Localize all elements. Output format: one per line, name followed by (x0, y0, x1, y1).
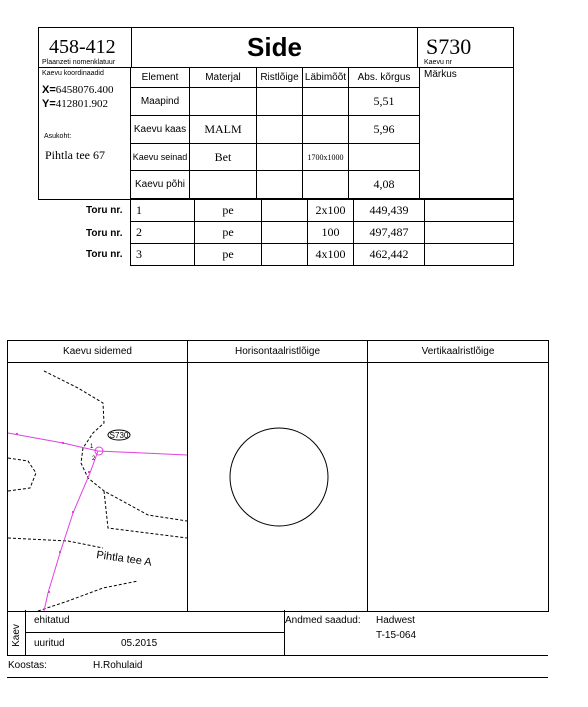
col-material: Materjal (190, 68, 257, 88)
y-label: Y= (42, 98, 56, 110)
col-abs-height: Abs. kõrgus (349, 68, 420, 88)
element-cross (257, 88, 303, 116)
footer (7, 610, 548, 678)
pipe-marker (16, 433, 18, 435)
element-material: MALM (190, 116, 257, 144)
footer-divider (7, 655, 548, 656)
nomenclature-code: 458-412 (49, 36, 116, 58)
elements-header-row (131, 68, 514, 88)
pipe-remarks (425, 244, 514, 266)
boundary-line (38, 581, 138, 611)
pipe-material: pe (195, 244, 262, 266)
y-coordinate (42, 98, 108, 110)
pipe-height: 449,439 (354, 200, 425, 222)
pipes-table (130, 199, 514, 266)
element-diameter: 1700x1000 (303, 144, 349, 171)
built-label: ehitatud (34, 615, 70, 626)
element-material (190, 88, 257, 116)
col-diameter: Läbimõõt (303, 68, 349, 88)
coordinates-caption: Kaevu koordinaadid (42, 70, 104, 77)
col-remarks: Märkus (420, 68, 514, 199)
elements-table (130, 67, 514, 199)
pipe-row (131, 244, 514, 266)
horizontal-section-drawing (188, 363, 367, 611)
page-title: Side (247, 32, 302, 62)
pipe-row (131, 200, 514, 222)
element-name: Kaevu kaas (131, 116, 190, 144)
element-height: 5,96 (349, 116, 420, 144)
panel-title-horizontal: Horisontaalristlõige (234, 346, 321, 357)
x-label: X= (42, 84, 56, 96)
kaev-cell (7, 610, 26, 655)
pipe-number: 2 (131, 222, 195, 244)
pipe-number: 1 (131, 200, 195, 222)
element-name: Kaevu seinad (131, 144, 190, 171)
boundary-line (44, 371, 187, 521)
panel-title-vertical: Vertikaalristlõige (421, 346, 495, 357)
element-cross (257, 171, 303, 199)
location-caption: Asukoht: (44, 133, 72, 140)
pipe-label: Toru nr. (86, 205, 123, 216)
panel-title-connections: Kaevu sidemed (63, 346, 132, 357)
well-number-cell (418, 28, 514, 68)
element-cross (257, 144, 303, 171)
map-well-label: S730 (109, 431, 129, 440)
data-source-label: Andmed saadud: (285, 615, 361, 626)
element-height: 5,51 (349, 88, 420, 116)
author-label: Koostas: (8, 660, 47, 671)
col-cross-section: Ristlõige (257, 68, 303, 88)
coordinates-box (38, 67, 131, 200)
x-coordinate (42, 84, 114, 96)
pipe-height: 462,442 (354, 244, 425, 266)
pipe-diameter: 4x100 (308, 244, 354, 266)
x-value: 6458076.400 (55, 84, 114, 96)
pipe-markers (16, 433, 90, 593)
title-cell (132, 28, 418, 68)
pipe-height: 497,487 (354, 222, 425, 244)
pipe-marker (62, 442, 64, 444)
status-divider (26, 632, 284, 633)
data-source-value: Hadwest (376, 615, 415, 626)
pipe-marker (59, 551, 61, 553)
panel-divider (367, 341, 368, 611)
pipe-marker (88, 471, 90, 473)
property-boundaries (8, 371, 187, 611)
kaev-label: Kaev (10, 624, 22, 647)
pipe-marker (72, 511, 74, 513)
location-value: Pihtla tee 67 (45, 148, 105, 162)
pipe-cross (262, 244, 308, 266)
status-cell (25, 610, 285, 655)
pipe-diameter: 2x100 (308, 200, 354, 222)
pipe-remarks (425, 200, 514, 222)
map-pipe-label-2: 2 (92, 456, 96, 462)
pipe-lines (8, 433, 187, 611)
pipe-number: 3 (131, 244, 195, 266)
pipe-marker (48, 591, 50, 593)
element-cross (257, 116, 303, 144)
pipe-material: pe (195, 222, 262, 244)
element-material: Bet (190, 144, 257, 171)
element-diameter (303, 116, 349, 144)
col-element: Element (131, 68, 190, 88)
y-value: 412801.902 (55, 98, 109, 110)
element-diameter (303, 171, 349, 199)
surveyed-date: 05.2015 (121, 638, 158, 649)
connections-map (8, 363, 187, 611)
pipe-cross (262, 222, 308, 244)
surveyed-label: uuritud (34, 638, 65, 649)
pipe-remarks (425, 222, 514, 244)
map-street-label: Pihtla tee A (95, 549, 153, 569)
element-diameter (303, 88, 349, 116)
map-pipe-label-1: 1 (90, 444, 94, 450)
element-material (190, 171, 257, 199)
footer-bottom-line (7, 677, 548, 678)
element-name: Kaevu põhi (131, 171, 190, 199)
pipe-label: Toru nr. (86, 228, 123, 239)
element-height: 4,08 (349, 171, 420, 199)
element-name: Maapind (131, 88, 190, 116)
drawing-panels (7, 340, 549, 612)
well-number: S730 (426, 34, 472, 59)
pipe-label: Toru nr. (86, 249, 123, 260)
well-header-table (38, 27, 514, 68)
pipe-diameter: 100 (308, 222, 354, 244)
element-height (349, 144, 420, 171)
pipe-line (44, 451, 98, 611)
pipe-row (131, 222, 514, 244)
well-number-caption: Kaevu nr (424, 59, 453, 66)
well-circle (230, 428, 328, 526)
boundary-line (8, 458, 36, 491)
boundary-line (8, 538, 103, 548)
author-value: H.Rohulaid (93, 660, 143, 671)
pipe-material: pe (195, 200, 262, 222)
data-source-code: T-15-064 (376, 630, 417, 641)
nomenclature-cell (39, 28, 132, 68)
nomenclature-caption: Plaanzeti nomenklatuur (42, 59, 116, 66)
pipe-cross (262, 200, 308, 222)
